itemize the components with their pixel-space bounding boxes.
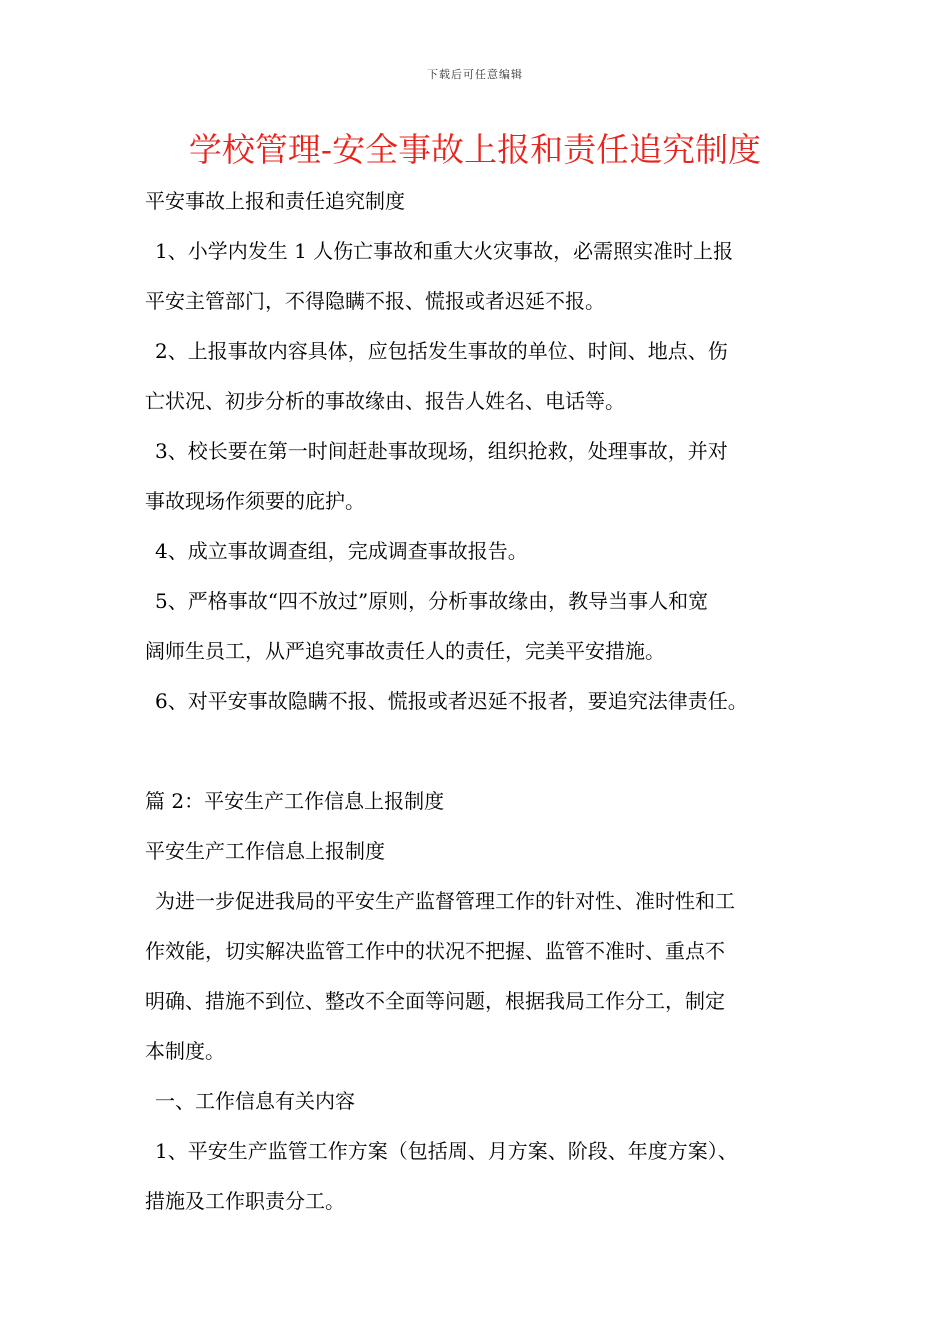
paragraph-line: 阔师生员工，从严追究事故责任人的责任，完美平安措施。 [145, 639, 665, 663]
paragraph-line: 3、校长要在第一时间赶赴事故现场，组织抢救，处理事故，并对 [155, 439, 728, 463]
paragraph-line: 作效能，切实解决监管工作中的状况不把握、监管不准时、重点不 [145, 939, 725, 963]
paragraph-line: 明确、措施不到位、整改不全面等问题，根据我局工作分工，制定 [145, 989, 725, 1013]
paragraph-line: 为进一步促进我局的平安生产监督管理工作的针对性、准时性和工 [155, 889, 735, 913]
paragraph-line: 6、对平安事故隐瞒不报、慌报或者迟延不报者，要追究法律责任。 [155, 689, 748, 713]
paragraph-line: 1、小学内发生 1 人伤亡事故和重大火灾事故，必需照实准时上报 [155, 239, 734, 263]
document-body [145, 182, 835, 1232]
blank-line [145, 732, 835, 782]
paragraph-line: 亡状况、初步分析的事故缘由、报告人姓名、电话等。 [145, 389, 625, 413]
paragraph-line: 4、成立事故调查组，完成调查事故报告。 [155, 539, 528, 563]
paragraph-line: 事故现场作须要的庇护。 [145, 489, 365, 513]
paragraph-line: 篇 2：平安生产工作信息上报制度 [145, 789, 445, 813]
paragraph-line: 5、严格事故“四不放过”原则，分析事故缘由，教导当事人和宽 [155, 589, 709, 613]
document-title: 学校管理-安全事故上报和责任追究制度 [188, 130, 762, 169]
paragraph-line: 2、上报事故内容具体，应包括发生事故的单位、时间、地点、伤 [155, 339, 728, 363]
paragraph-line: 平安事故上报和责任追究制度 [145, 189, 405, 213]
paragraph-line: 措施及工作职责分工。 [145, 1189, 345, 1213]
paragraph-line: 1、平安生产监管工作方案（包括周、月方案、阶段、年度方案）、 [155, 1139, 738, 1163]
paragraph-line: 平安生产工作信息上报制度 [145, 839, 385, 863]
header-note: 下载后可任意编辑 [427, 68, 523, 81]
paragraph-line: 一、工作信息有关内容 [155, 1089, 355, 1113]
paragraph-line: 本制度。 [145, 1039, 225, 1063]
paragraph-line: 平安主管部门，不得隐瞒不报、慌报或者迟延不报。 [145, 289, 605, 313]
